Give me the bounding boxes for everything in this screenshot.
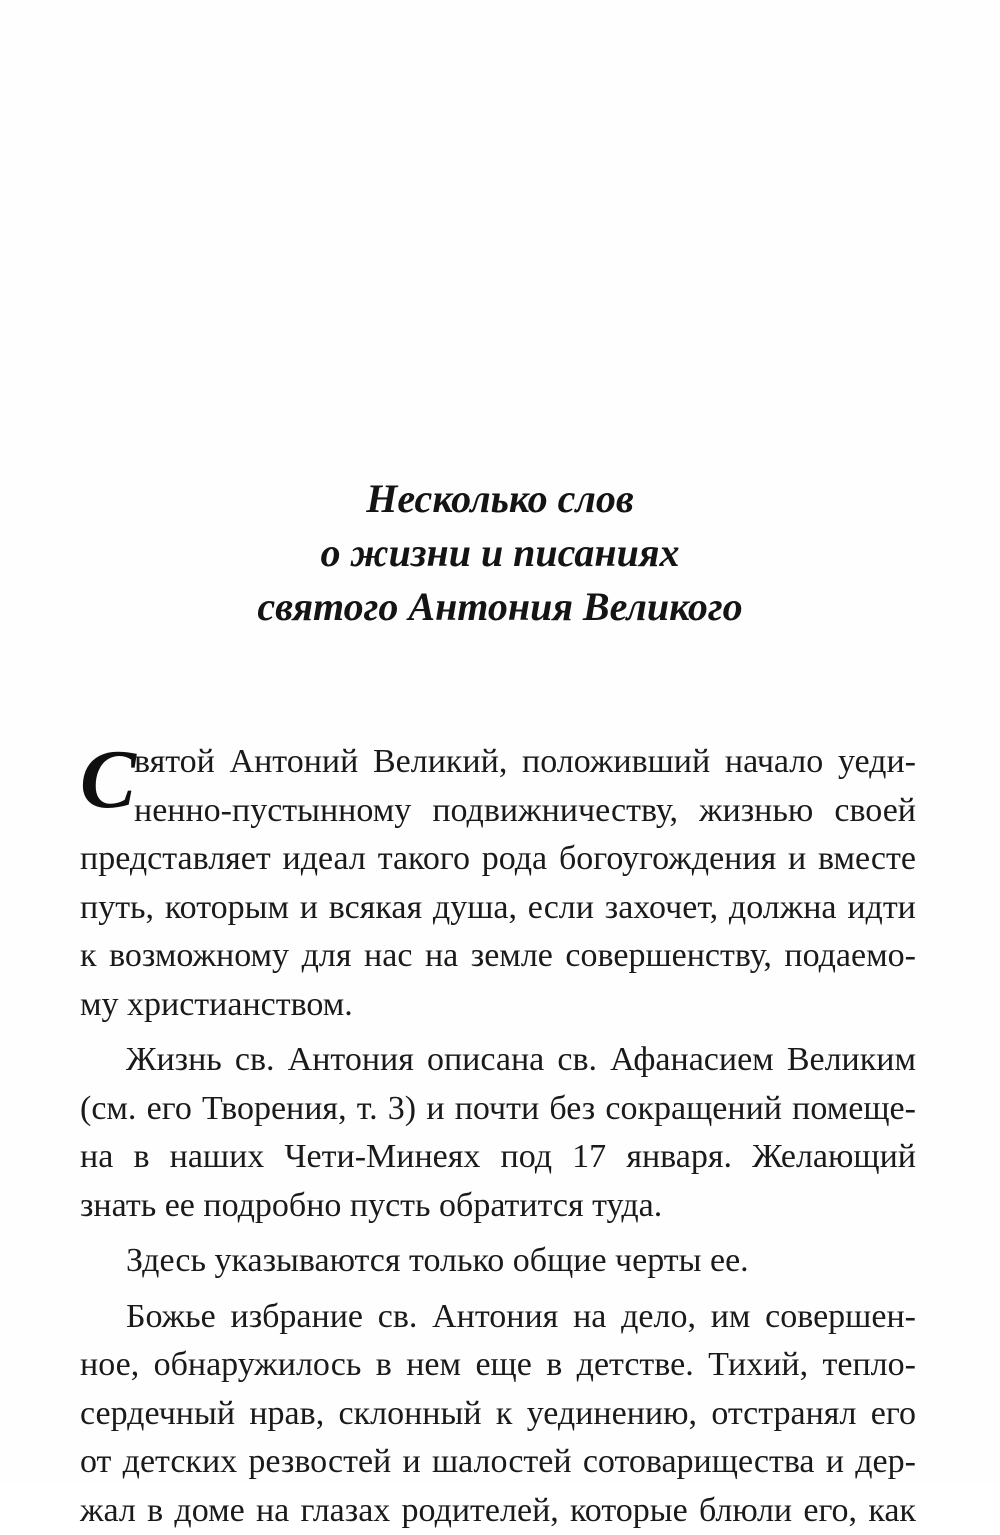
word: его, bbox=[803, 1487, 857, 1535]
text-line bbox=[80, 835, 916, 884]
word: должна bbox=[729, 884, 837, 933]
word: такого bbox=[378, 835, 470, 884]
word: (см. bbox=[80, 1085, 136, 1134]
paragraph bbox=[80, 1293, 916, 1535]
word: от bbox=[80, 1438, 111, 1487]
paragraph bbox=[80, 1237, 916, 1286]
word: дело, bbox=[621, 1293, 696, 1342]
word: на bbox=[425, 932, 458, 981]
word: избрание bbox=[231, 1293, 364, 1342]
text-line bbox=[80, 1487, 916, 1535]
word: Великим bbox=[787, 1036, 916, 1085]
word: склонный bbox=[339, 1390, 482, 1439]
word: помеще- bbox=[792, 1085, 916, 1134]
word: Жизнь bbox=[126, 1036, 222, 1085]
word: под bbox=[501, 1133, 553, 1182]
word: в bbox=[376, 1341, 392, 1390]
word: как bbox=[868, 1487, 916, 1535]
word: его bbox=[147, 1085, 192, 1134]
word: для bbox=[302, 932, 352, 981]
word: земле bbox=[471, 932, 553, 981]
word: уеди- bbox=[838, 738, 916, 787]
word: Антония bbox=[288, 1036, 414, 1085]
word: уединению, bbox=[527, 1390, 697, 1439]
text-line bbox=[80, 738, 916, 787]
word: сердечный bbox=[80, 1390, 235, 1439]
word: без bbox=[549, 1085, 595, 1134]
word: дер- bbox=[855, 1438, 916, 1487]
word: Чети-Минеях bbox=[284, 1133, 480, 1182]
word: описана bbox=[427, 1036, 544, 1085]
drop-cap: С bbox=[80, 740, 136, 820]
word: Великий, bbox=[373, 738, 507, 787]
word: начало bbox=[725, 738, 823, 787]
word: представляет bbox=[80, 835, 271, 884]
word: и bbox=[788, 835, 806, 884]
word: захочет, bbox=[605, 884, 718, 933]
word: нрав, bbox=[249, 1390, 324, 1439]
word: св. bbox=[235, 1036, 275, 1085]
word: наших bbox=[170, 1133, 265, 1182]
word: идеал bbox=[283, 835, 366, 884]
word: 17 bbox=[572, 1133, 606, 1182]
word: всякая bbox=[329, 884, 422, 933]
word: доме bbox=[174, 1487, 244, 1535]
paragraph bbox=[80, 1036, 916, 1230]
word: Творения, bbox=[202, 1085, 347, 1134]
text-line bbox=[80, 1390, 916, 1439]
body-text bbox=[80, 738, 916, 1535]
word: в bbox=[133, 1133, 149, 1182]
word: Антоний bbox=[230, 738, 359, 787]
word: к bbox=[80, 932, 97, 981]
word: обнаружилось bbox=[154, 1341, 362, 1390]
text-line: знать ее подробно пусть обратится туда. bbox=[80, 1182, 916, 1231]
word: Желающий bbox=[752, 1133, 916, 1182]
text-line bbox=[80, 1133, 916, 1182]
word: на bbox=[256, 1487, 289, 1535]
word: ненно-пустынному bbox=[134, 787, 411, 836]
word: совершен- bbox=[765, 1293, 916, 1342]
word: жал bbox=[80, 1487, 136, 1535]
word: т. bbox=[357, 1085, 378, 1134]
word: 3) bbox=[388, 1085, 416, 1134]
word: на bbox=[573, 1293, 606, 1342]
word: еще bbox=[475, 1341, 531, 1390]
word: отстранял bbox=[711, 1390, 856, 1439]
word: глазах bbox=[300, 1487, 390, 1535]
word: им bbox=[711, 1293, 751, 1342]
word: родителей, bbox=[402, 1487, 559, 1535]
word: св. bbox=[557, 1036, 597, 1085]
word: в bbox=[546, 1341, 562, 1390]
word: Тихий, bbox=[708, 1341, 808, 1390]
word: тепло- bbox=[823, 1341, 916, 1390]
word: января. bbox=[626, 1133, 732, 1182]
word: почти bbox=[455, 1085, 539, 1134]
text-line bbox=[80, 1438, 916, 1487]
word: и bbox=[300, 884, 318, 933]
word: положивший bbox=[522, 738, 710, 787]
word: путь, bbox=[80, 884, 154, 933]
text-line bbox=[80, 932, 916, 981]
word: резвостей bbox=[248, 1438, 391, 1487]
word: в bbox=[147, 1487, 163, 1535]
text-line bbox=[80, 1293, 916, 1342]
chapter-heading bbox=[0, 472, 1000, 634]
word: ное, bbox=[80, 1341, 139, 1390]
word: Антония bbox=[432, 1293, 558, 1342]
word: Божье bbox=[126, 1293, 216, 1342]
heading-line: о жизни и писаниях bbox=[0, 526, 1000, 580]
word: подаемо- bbox=[784, 932, 916, 981]
word: шалостей bbox=[432, 1438, 572, 1487]
word: Афанасием bbox=[610, 1036, 774, 1085]
word: идти bbox=[847, 884, 916, 933]
word: вместе bbox=[818, 835, 916, 884]
word: и bbox=[426, 1085, 444, 1134]
word: возможному bbox=[109, 932, 289, 981]
word: и bbox=[402, 1438, 420, 1487]
paragraph bbox=[80, 738, 916, 1029]
word: детских bbox=[123, 1438, 237, 1487]
heading-line: Несколько слов bbox=[0, 472, 1000, 526]
word: богоугождения bbox=[559, 835, 776, 884]
word: нем bbox=[406, 1341, 461, 1390]
text-line bbox=[80, 1341, 916, 1390]
word: которым bbox=[165, 884, 289, 933]
word: нас bbox=[364, 932, 412, 981]
word: его bbox=[871, 1390, 916, 1439]
word: св. bbox=[378, 1293, 418, 1342]
text-line bbox=[80, 884, 916, 933]
word: жизнью bbox=[699, 787, 813, 836]
word: рода bbox=[482, 835, 547, 884]
word: вятой bbox=[134, 738, 215, 787]
word: сотоварищества bbox=[583, 1438, 815, 1487]
word: к bbox=[496, 1390, 513, 1439]
word: которые bbox=[570, 1487, 688, 1535]
text-line bbox=[80, 787, 916, 836]
word: и bbox=[826, 1438, 844, 1487]
word: подвижничеству, bbox=[432, 787, 678, 836]
word: блюли bbox=[699, 1487, 792, 1535]
word: если bbox=[528, 884, 594, 933]
word: душа, bbox=[433, 884, 517, 933]
word: своей bbox=[834, 787, 916, 836]
word: детстве. bbox=[577, 1341, 694, 1390]
heading-line: святого Антония Великого bbox=[0, 580, 1000, 634]
word: совершенству, bbox=[565, 932, 771, 981]
word: на bbox=[80, 1133, 113, 1182]
text-line bbox=[80, 1036, 916, 1085]
text-line: му христианством. bbox=[80, 981, 916, 1030]
text-line bbox=[80, 1085, 916, 1134]
text-line: Здесь указываются только общие черты ее. bbox=[80, 1237, 916, 1286]
word: сокращений bbox=[605, 1085, 782, 1134]
